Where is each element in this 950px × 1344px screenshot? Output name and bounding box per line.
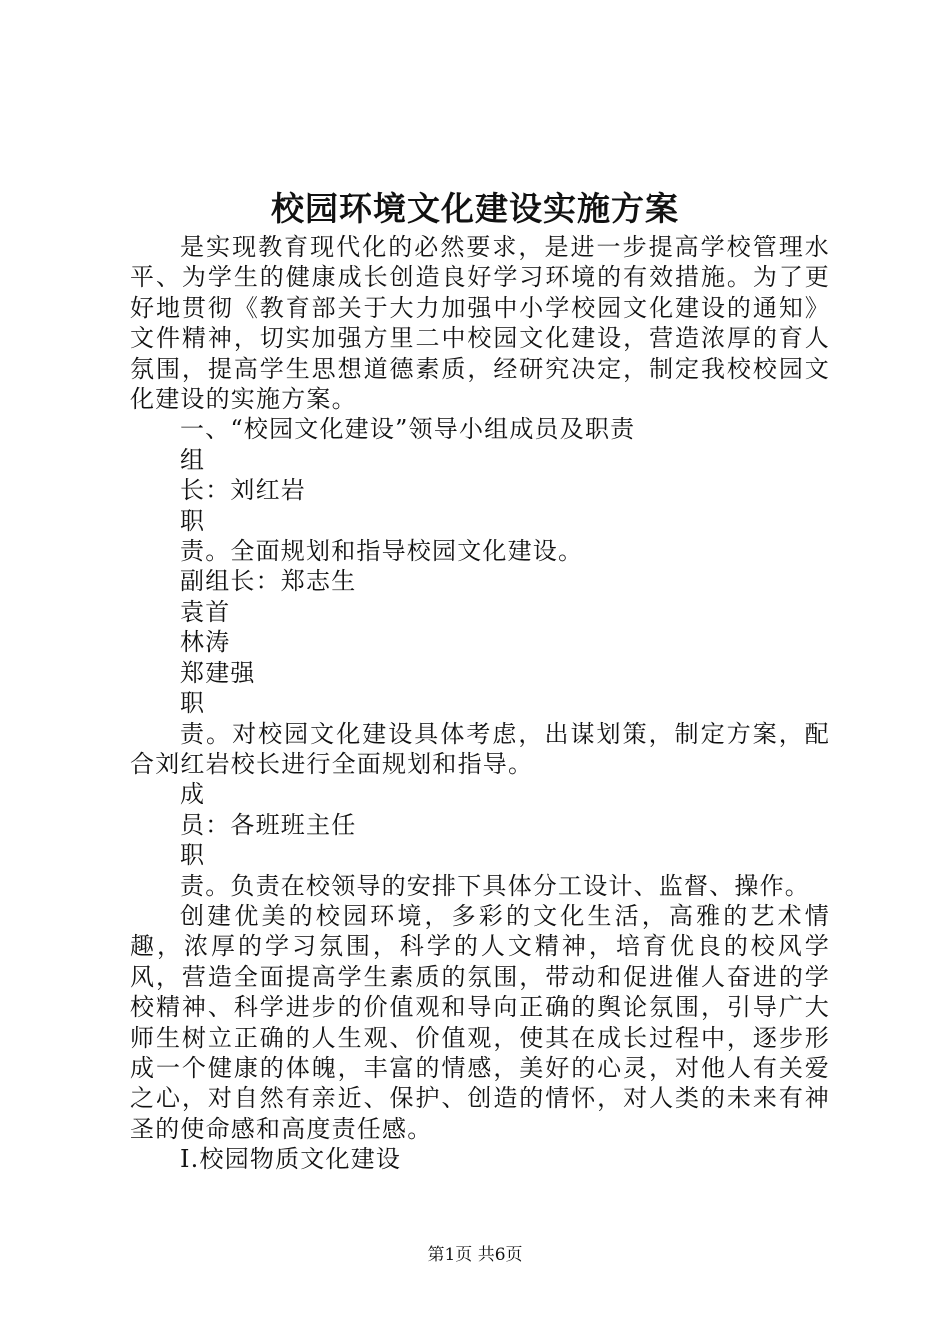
- role-label-part: 组: [180, 445, 206, 474]
- document-title: 校园环境文化建设实施方案: [271, 189, 679, 228]
- member-duty-text: 责。负责在校领导的安排下具体分工设计、监督、操作。: [180, 871, 810, 900]
- duty-label-part: 职: [180, 506, 206, 535]
- page-footer: 第1页 共6页: [427, 1245, 523, 1265]
- goals-paragraph: 创建优美的校园环境，多彩的文化生活，高雅的艺术情趣，浓厚的学习氛围，科学的人文精神，培育优良的校风学风，营造全面提高学生素质的氛围，带动和促进催人奋进的学校精神、科学进步的价值观和导向正确的舆论氛围，引导广大师生树立正确的人生观、价值观，使其在成长过程中，逐步形成一个健康的体魄，丰富的情感，美好的心灵，对他人有关爱之心，对自然有亲近、保护、创造的情怀，对人类的未来有神圣的使命感和高度责任感。: [130, 901, 830, 1143]
- intro-paragraph: 是实现教育现代化的必然要求，是进一步提高学校管理水平、为学生的健康成长创造良好学习环境的有效措施。为了更好地贯彻《教育部关于大力加强中小学校园文化建设的通知》文件精神，切实加强方里二中校园文化建设，营造浓厚的育人氛围，提高学生思想道德素质，经研究决定，制定我校校园文化建设的实施方案。: [130, 233, 830, 414]
- section-heading-physical: Ⅰ.校园物质文化建设: [180, 1145, 402, 1174]
- deputy-leader-line: 副组长：郑志生: [180, 567, 357, 596]
- document-body: [130, 232, 830, 1175]
- duty-label-part: 职: [180, 841, 206, 870]
- leader-duty-text: 责。全面规划和指导校园文化建设。: [180, 537, 584, 566]
- deputy-name: 郑建强: [180, 658, 256, 687]
- member-label-part: 成: [180, 780, 206, 809]
- member-line: 员：各班班主任: [180, 810, 357, 839]
- section-heading-leadership: 一、“校园文化建设”领导小组成员及职责: [180, 415, 636, 444]
- deputy-duty-text: 责。对校园文化建设具体考虑，出谋划策，制定方案，配合刘红岩校长进行全面规划和指导。: [130, 719, 830, 778]
- deputy-name: 林涛: [180, 628, 231, 657]
- role-leader-name: 长：刘红岩: [180, 476, 306, 505]
- duty-label-part: 职: [180, 689, 206, 718]
- deputy-name: 袁首: [180, 597, 231, 626]
